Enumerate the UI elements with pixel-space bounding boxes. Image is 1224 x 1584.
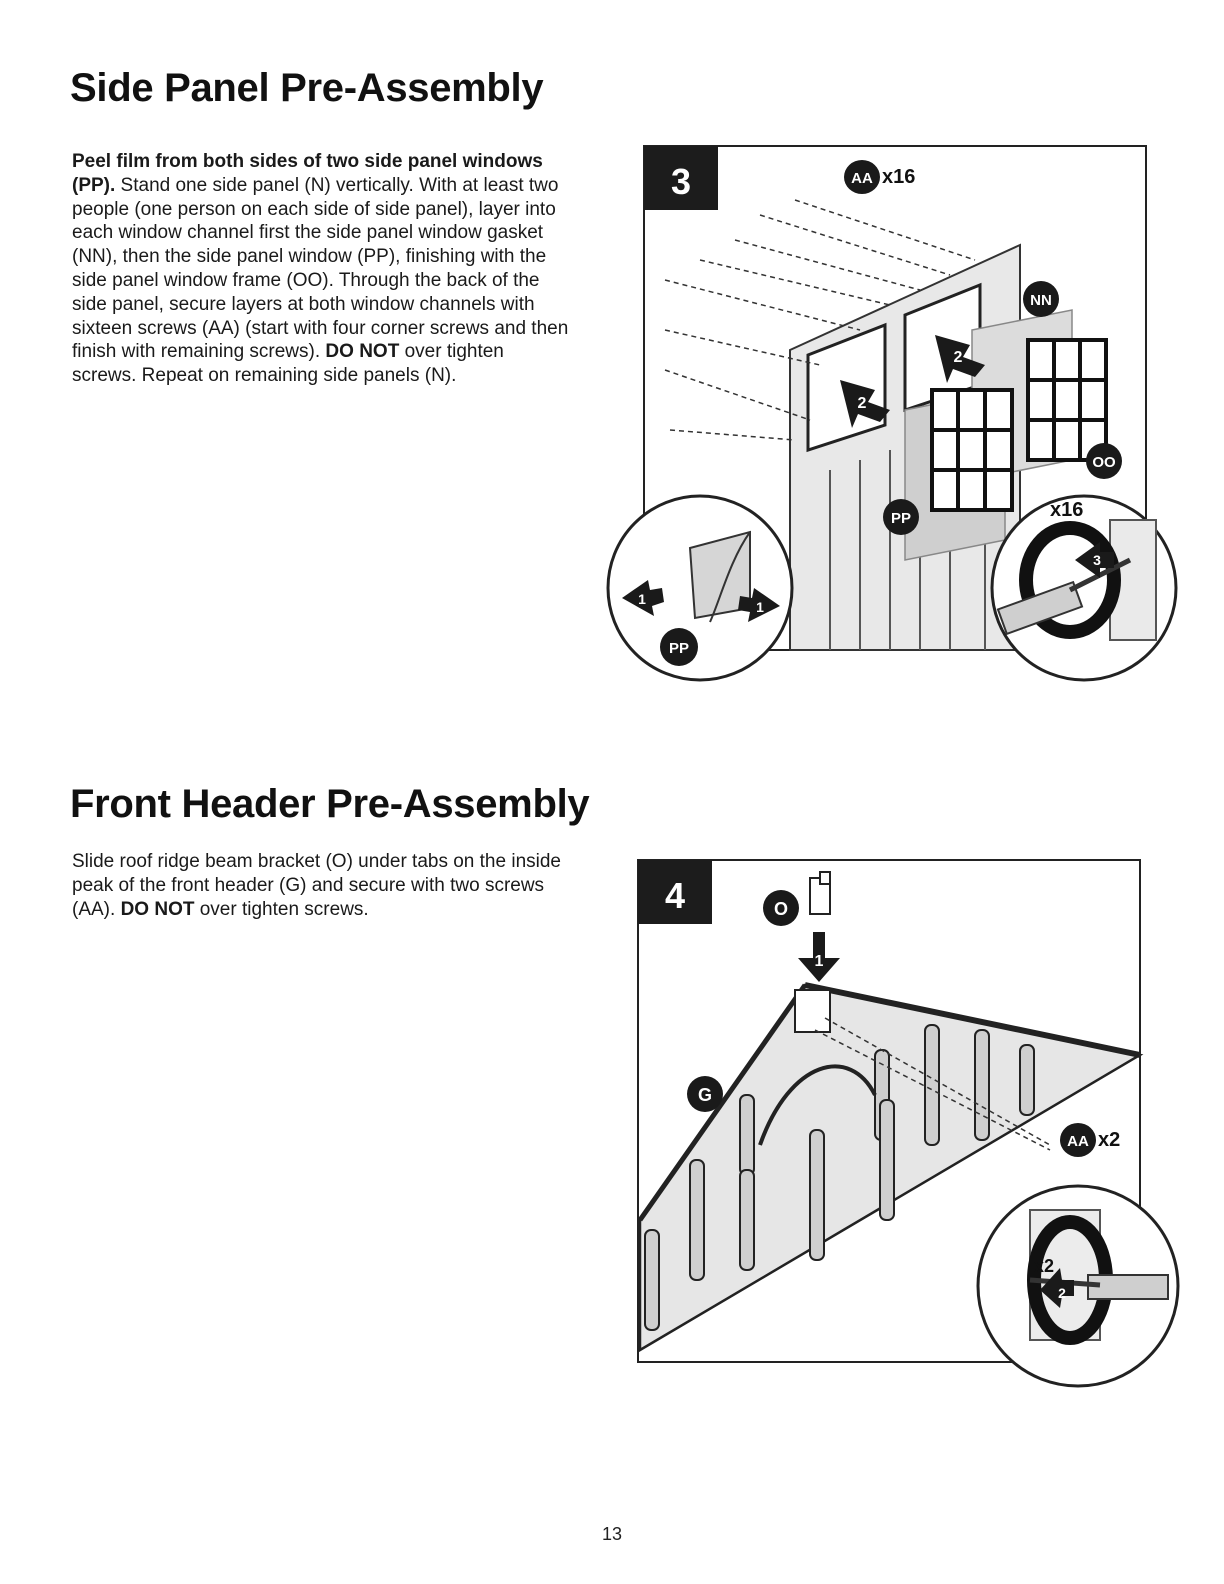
svg-text:G: G — [697, 1085, 713, 1105]
svg-text:NN: NN — [1030, 292, 1052, 309]
part-callout-g — [687, 1076, 723, 1112]
svg-text:AA: AA — [851, 170, 873, 187]
svg-text:1: 1 — [814, 953, 824, 970]
part-callout-o — [763, 890, 799, 926]
svg-text:x2: x2 — [1034, 1256, 1055, 1276]
detail-peel-film — [608, 496, 792, 680]
svg-text:x16: x16 — [1050, 499, 1084, 521]
svg-text:PP: PP — [890, 510, 912, 527]
part-callout-oo — [1086, 443, 1122, 479]
part-callout-nn — [1023, 281, 1059, 317]
step-number: 4 — [664, 875, 686, 916]
detail-screwdriver — [992, 496, 1176, 680]
ridge-beam-bracket — [795, 990, 830, 1032]
part-bracket-o — [810, 872, 830, 914]
instruction-text: Slide roof ridge beam bracket (O) under tabs on the inside peak of the front header (G) and secure with two screws (AA). — [72, 851, 561, 920]
svg-text:x16: x16 — [882, 166, 916, 188]
window-frame-front — [932, 390, 1012, 510]
svg-text:2: 2 — [857, 395, 867, 412]
svg-text:x2: x2 — [1098, 1129, 1121, 1151]
page-number: 13 — [601, 1524, 623, 1544]
svg-text:3: 3 — [1093, 552, 1101, 568]
front-header-instructions — [72, 850, 572, 921]
svg-text:1: 1 — [756, 599, 764, 615]
instruction-text: over tighten screws. — [194, 898, 369, 920]
step-4-illustration — [600, 850, 1200, 1370]
svg-text:AA: AA — [1067, 1133, 1089, 1150]
svg-text:1: 1 — [638, 591, 646, 607]
svg-text:PP: PP — [668, 640, 690, 657]
svg-text:2: 2 — [953, 349, 963, 366]
side-panel-instructions — [72, 150, 572, 388]
instruction-warning: DO NOT — [325, 341, 400, 363]
svg-text:O: O — [773, 899, 789, 919]
svg-text:2: 2 — [1058, 1285, 1066, 1301]
step-3-illustration — [600, 140, 1200, 690]
instruction-text: over tighten screws. Repeat on remaining side panels (N). — [72, 341, 504, 387]
step-number: 3 — [670, 161, 692, 202]
instruction-warning: DO NOT — [120, 898, 195, 920]
detail-screwdriver — [978, 1186, 1178, 1386]
window-frame-back — [1028, 340, 1106, 460]
instruction-text: Stand one side panel (N) vertically. With at least two people (one person on each side of side panel), layer into each window channel first the side panel window gasket (NN), then the side panel window (PP), finishing with the side panel window frame (OO). Through the back of the side panel, secure layers at both window channels with sixteen screws (AA) (start with four corner screws and then finish with remaining screws). — [72, 174, 569, 363]
section-title-side-panel: Side Panel Pre-Assembly — [70, 66, 544, 110]
instruction-bold-lead: Peel film from both sides of two side panel windows (PP). — [72, 151, 543, 196]
section-title-front-header: Front Header Pre-Assembly — [70, 782, 590, 826]
part-callout-pp — [883, 499, 919, 535]
svg-text:OO: OO — [1092, 454, 1116, 471]
